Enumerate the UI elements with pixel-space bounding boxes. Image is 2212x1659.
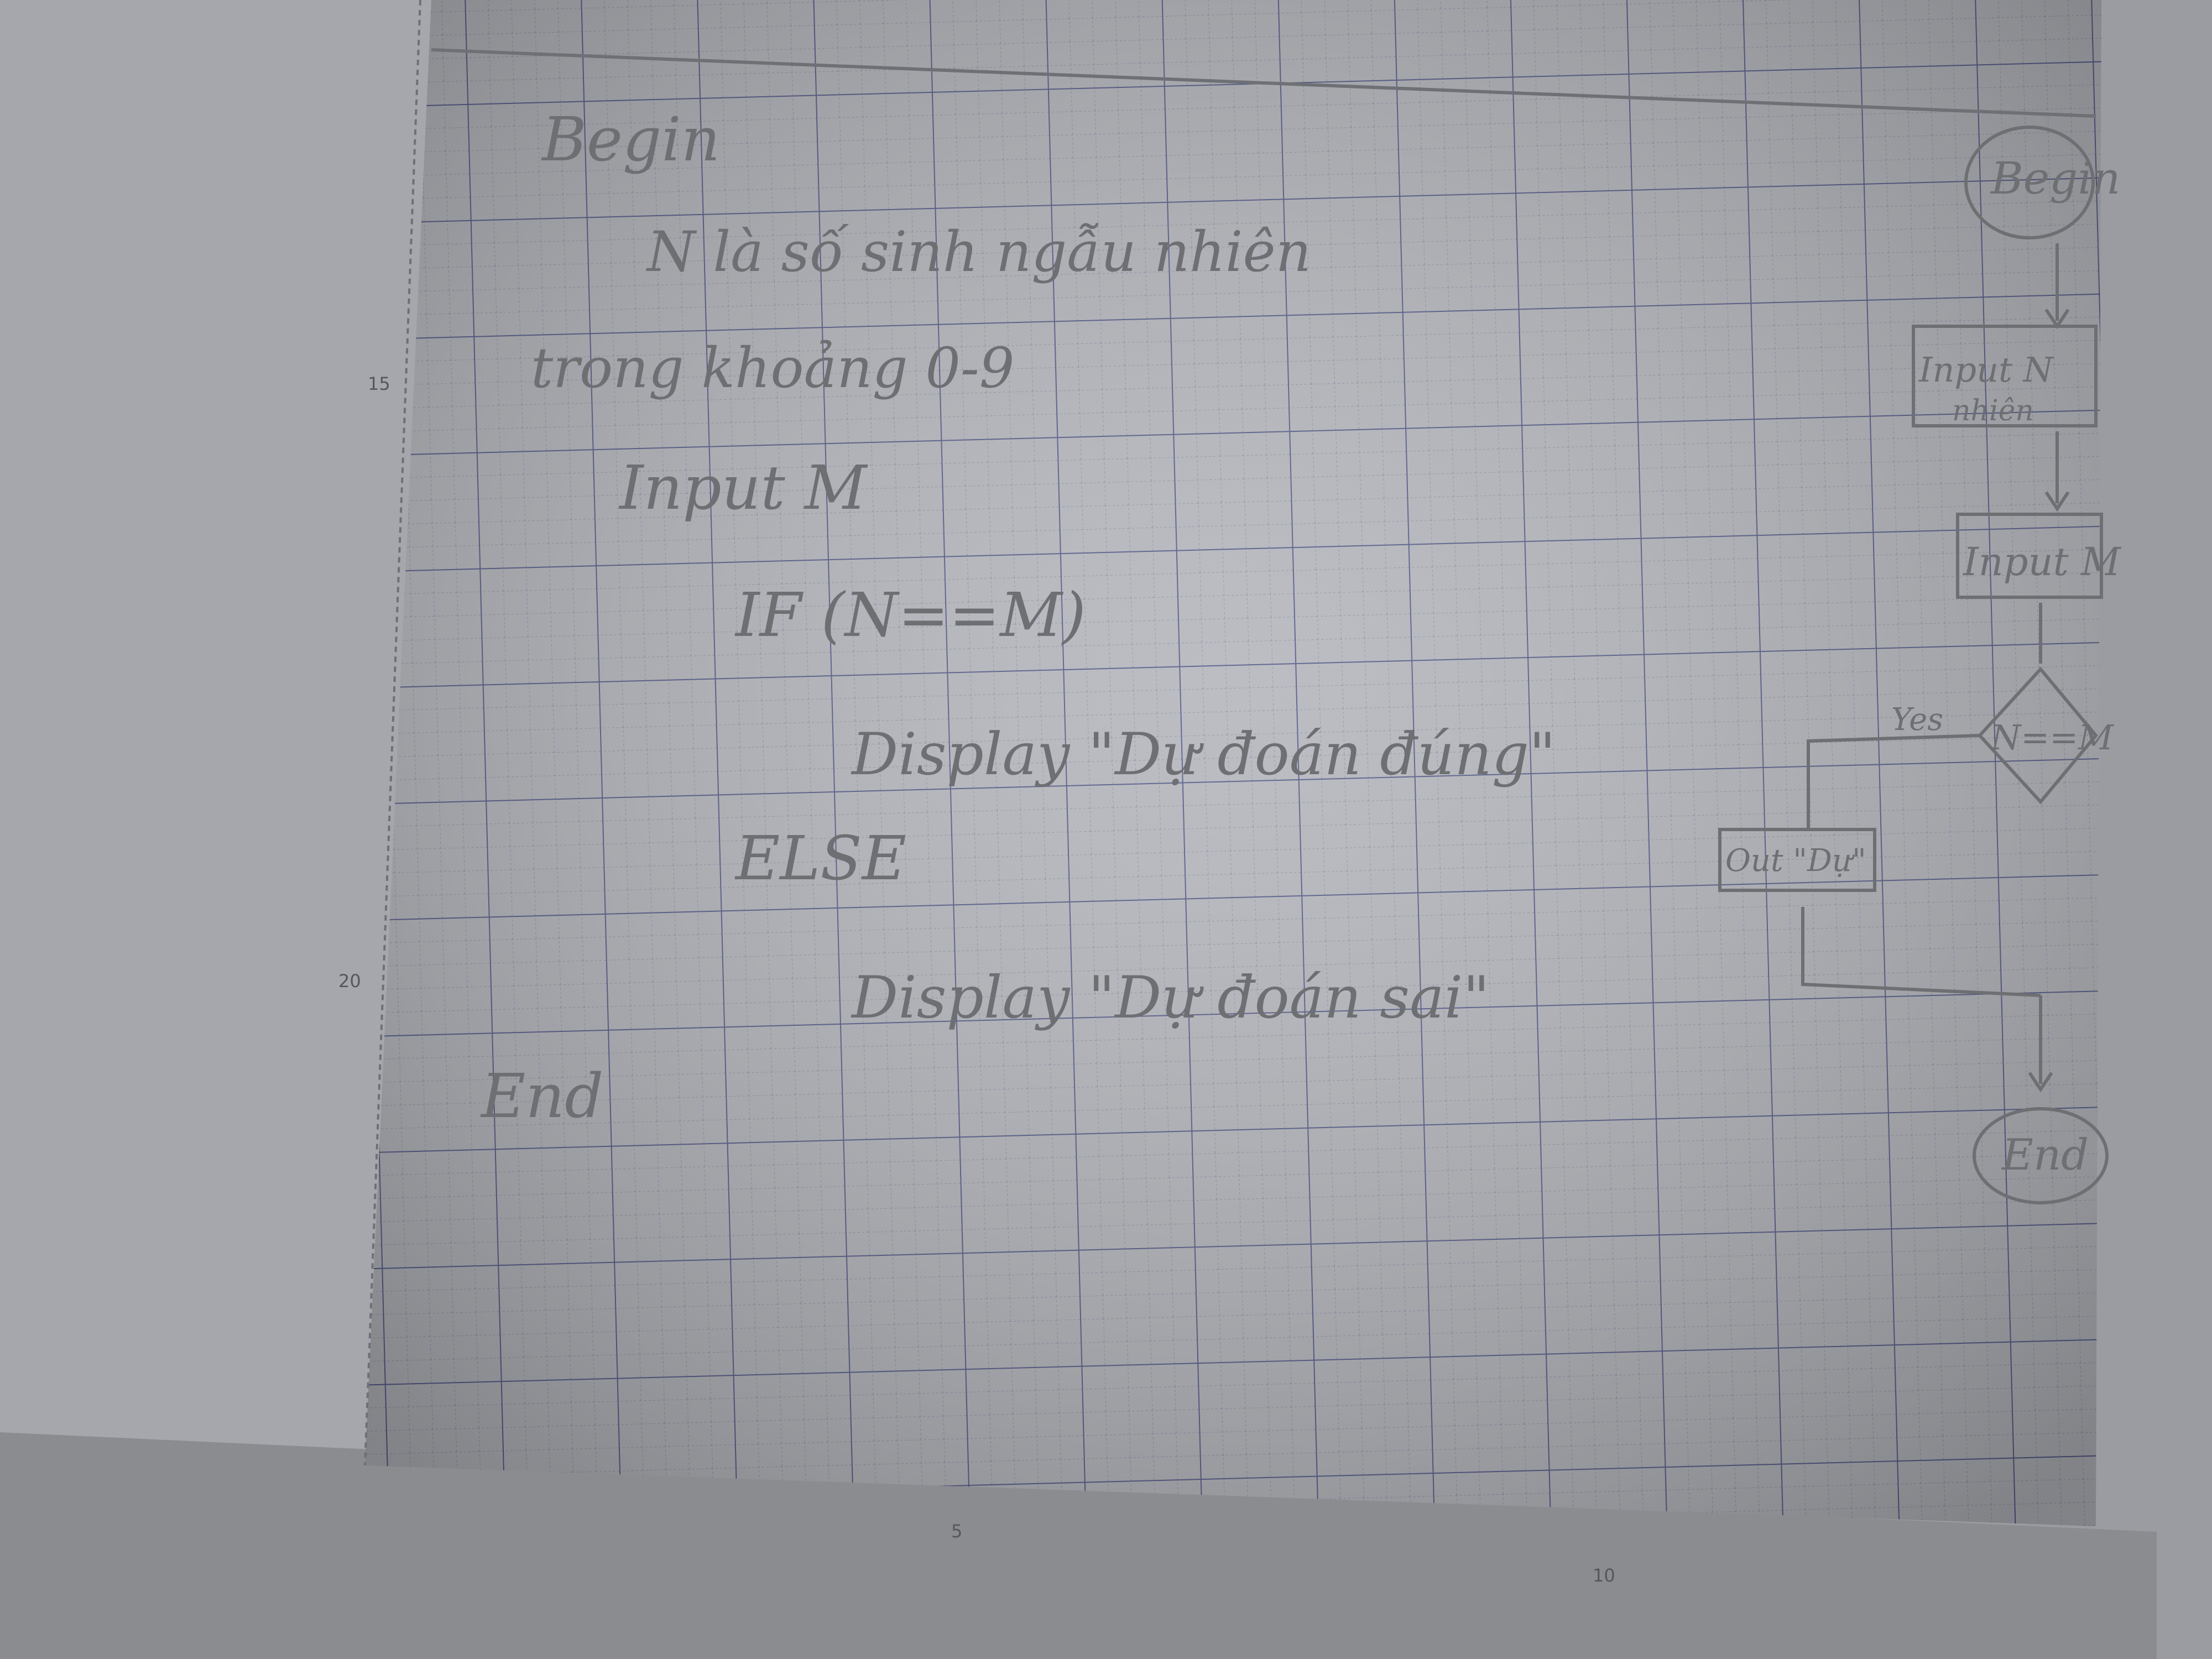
pseudo-else: ELSE bbox=[735, 823, 906, 894]
pseudo-end: End bbox=[481, 1061, 604, 1131]
flow-input-label: Input M bbox=[1963, 539, 2121, 585]
flow-yes-label: Yes bbox=[1891, 702, 1943, 738]
ruler-10: 10 bbox=[1593, 1565, 1615, 1586]
pseudo-begin: Begin bbox=[542, 104, 721, 175]
flow-step1b-label: nhiên bbox=[1952, 394, 2034, 427]
flow-begin-label: Begin bbox=[1991, 153, 2121, 204]
ruler-5: 5 bbox=[951, 1521, 963, 1542]
pseudo-display-false: Display "Dự đoán sai" bbox=[852, 964, 1490, 1031]
ruler-20: 20 bbox=[338, 971, 361, 992]
pseudo-if: IF (N==M) bbox=[735, 580, 1086, 650]
flow-decision-label: N==M bbox=[1991, 717, 2114, 758]
flow-step1-label: Input N bbox=[1919, 349, 2053, 390]
ruler-15: 15 bbox=[368, 373, 390, 394]
pseudo-input: Input M bbox=[619, 452, 867, 523]
pseudo-display-true: Display "Dự đoán đúng" bbox=[852, 721, 1556, 788]
pseudo-line2: trong khoảng 0-9 bbox=[531, 336, 1015, 400]
flow-output-label: Out "Dự" bbox=[1725, 843, 1866, 879]
flow-end-label: End bbox=[2002, 1130, 2089, 1180]
pseudo-line1: N là số sinh ngẫu nhiên bbox=[647, 220, 1312, 284]
